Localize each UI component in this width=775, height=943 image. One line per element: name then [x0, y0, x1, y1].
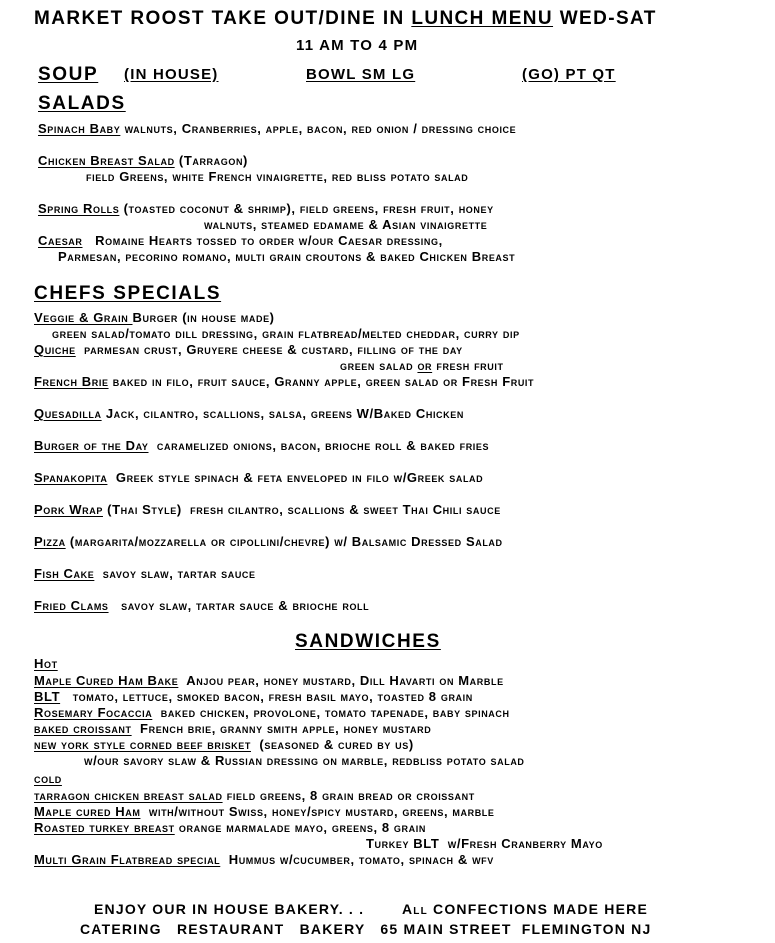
salad-item [38, 153, 248, 169]
item-name: Pork Wrap [34, 502, 103, 517]
item-desc: with/without Swiss, honey/spicy mustard, greens, marble [140, 804, 495, 819]
sandwiches-heading: SANDWICHES [295, 631, 441, 652]
soup-heading: SOUP [38, 64, 99, 85]
soup-in-house: (IN HOUSE) [124, 66, 219, 83]
item-name: French Brie [34, 374, 109, 389]
item-name: Caesar [38, 233, 83, 248]
item-name: Quiche [34, 342, 76, 357]
item-name: Spring Rolls [38, 201, 120, 216]
salad-item-cont: Parmesan, pecorino romano, multi grain croutons & baked Chicken Breast [58, 249, 516, 264]
cont-text: green salad [340, 358, 418, 373]
footer-confections: All CONFECTIONS MADE HERE [402, 901, 649, 917]
soup-bowl-sizes: BOWL SM LG [306, 66, 416, 83]
item-desc: savoy slaw, tartar sauce & brioche roll [108, 598, 370, 613]
hot-label: Hot [34, 656, 58, 671]
item-desc: caramelized onions, bacon, brioche roll & baked fries [148, 438, 490, 453]
item-desc: (toasted coconut & shrimp), field greens, fresh fruit, honey [119, 201, 494, 216]
item-name: Fried Clams [34, 598, 109, 613]
item-name: Chicken Breast Salad [38, 153, 175, 168]
item-desc: Anjou pear, honey mustard, Dill Havarti on Marble [178, 673, 504, 688]
item-name: Quesadilla [34, 406, 102, 421]
sandwich-item [34, 804, 495, 820]
title-text: MARKET ROOST TAKE OUT/DINE IN [34, 8, 412, 29]
item-desc: Jack, cilantro, scallions, salsa, greens W/Baked Chicken [101, 406, 464, 421]
item-desc: French brie, granny smith apple, honey mustard [131, 721, 432, 736]
salad-item-cont: walnuts, steamed edamame & Asian vinaigrette [204, 217, 488, 232]
item-name: Spanakopita [34, 470, 108, 485]
special-item [34, 374, 534, 390]
special-item [34, 502, 501, 518]
item-name: Maple Cured Ham Bake [34, 673, 179, 688]
item-name: Burger of the Day [34, 438, 149, 453]
sandwich-item [34, 689, 473, 705]
item-desc: field greens, 8 grain bread or croissant [222, 788, 475, 803]
cont-or: or [417, 358, 433, 373]
item-desc: baked in filo, fruit sauce, Granny apple, green salad or Fresh Fruit [108, 374, 535, 389]
special-item [34, 470, 483, 486]
chefs-specials-heading: CHEFS SPECIALS [34, 283, 222, 304]
item-name: Pizza [34, 534, 66, 549]
special-item-cont [340, 358, 504, 374]
salad-item-cont: field Greens, white French vinaigrette, red bliss potato salad [86, 169, 469, 184]
item-name: new york style corned beef brisket [34, 737, 251, 752]
sandwich-item [34, 788, 475, 804]
item-desc: (Tarragon) [174, 153, 248, 168]
item-desc: baked chicken, provolone, tomato tapenade, baby spinach [152, 705, 510, 720]
sandwich-item [34, 852, 494, 868]
item-name: Fish Cake [34, 566, 95, 581]
sandwich-item [34, 705, 510, 721]
salad-item [38, 201, 494, 217]
sandwich-item-cont: Turkey BLT w/Fresh Cranberry Mayo [366, 836, 603, 851]
special-item [34, 310, 275, 326]
item-desc: Greek style spinach & feta enveloped in filo w/Greek salad [107, 470, 484, 485]
item-desc: walnuts, Cranberries, apple, bacon, red onion / dressing choice [120, 121, 517, 136]
sandwich-item [34, 737, 414, 753]
special-item [34, 406, 464, 422]
item-name: Roasted turkey breast [34, 820, 175, 835]
salads-heading: SALADS [38, 93, 126, 114]
item-desc: orange marmalade mayo, greens, 8 grain [174, 820, 426, 835]
item-desc: (Thai Style) fresh cilantro, scallions & sweet Thai Chili sauce [102, 502, 501, 517]
item-name: baked croissant [34, 721, 132, 736]
sandwich-item [34, 820, 426, 836]
item-desc: savoy slaw, tartar sauce [94, 566, 256, 581]
salad-item [38, 233, 443, 249]
item-name: BLT [34, 689, 61, 704]
item-desc: (margarita/mozzarella or cipollini/chevre) w/ Balsamic Dressed Salad [65, 534, 503, 549]
item-desc: parmesan crust, Gruyere cheese & custard, filling of the day [75, 342, 463, 357]
salad-item [38, 121, 516, 137]
item-desc: tomato, lettuce, smoked bacon, fresh basil mayo, toasted 8 grain [60, 689, 473, 704]
title-lunch-menu: LUNCH MENU [411, 8, 554, 29]
special-item [34, 534, 503, 550]
item-name: tarragon chicken breast salad [34, 788, 223, 803]
item-name: Rosemary Focaccia [34, 705, 153, 720]
special-item [34, 438, 489, 454]
special-item [34, 598, 369, 614]
cold-label: cold [34, 771, 62, 786]
special-item-cont: green salad/tomato dill dressing, grain flatbread/melted cheddar, curry dip [52, 326, 520, 341]
item-name: Spinach Baby [38, 121, 121, 136]
hours: 11 AM TO 4 PM [296, 37, 419, 54]
footer-address: CATERING RESTAURANT BAKERY 65 MAIN STREET FLEMINGTON NJ [80, 921, 652, 937]
soup-to-go-sizes: (GO) PT QT [522, 66, 616, 83]
title-days: WED-SAT [553, 8, 657, 29]
item-desc: Hummus w/cucumber, tomato, spinach & wfv [220, 852, 494, 867]
item-name: Maple cured Ham [34, 804, 141, 819]
special-item [34, 566, 256, 582]
sandwich-item [34, 721, 431, 737]
item-desc: Romaine Hearts tossed to order w/our Caesar dressing, [82, 233, 443, 248]
sandwich-item [34, 673, 504, 689]
menu-title [34, 8, 657, 30]
item-name: Multi Grain Flatbread special [34, 852, 221, 867]
item-desc: (seasoned & cured by us) [250, 737, 414, 752]
cont-text: fresh fruit [432, 358, 504, 373]
special-item [34, 342, 463, 358]
item-desc: Burger (in house made) [132, 310, 275, 325]
footer-bakery: ENJOY OUR IN HOUSE BAKERY. . . [94, 901, 365, 917]
item-name: Veggie & Grain [34, 310, 133, 325]
sandwich-item-cont: w/our savory slaw & Russian dressing on marble, redbliss potato salad [84, 753, 525, 768]
